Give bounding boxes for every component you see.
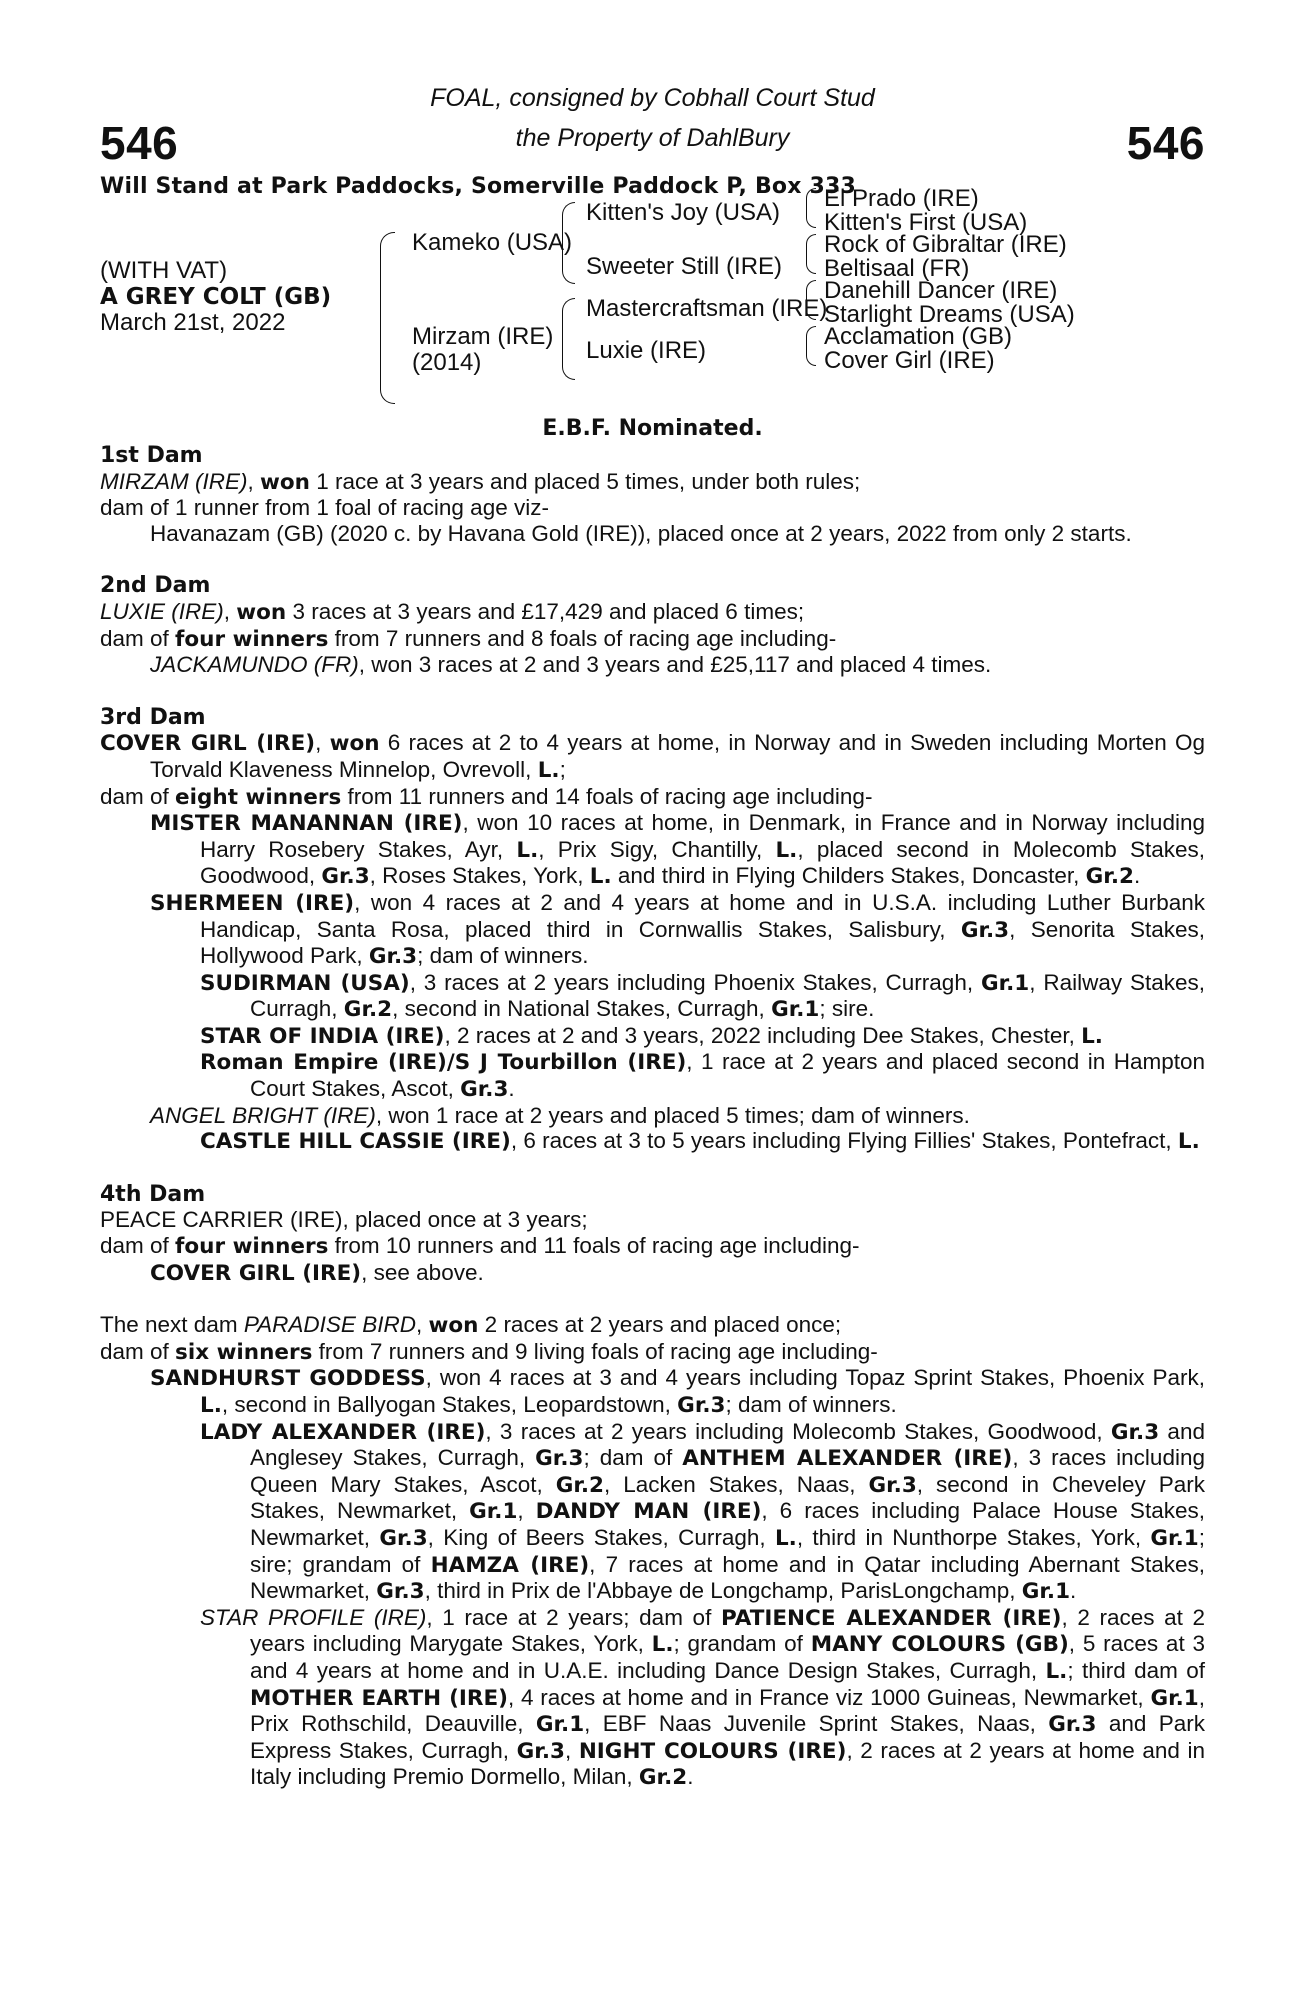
brace-ss <box>806 188 816 228</box>
grandproduce-entry: LADY ALEXANDER (IRE), 3 races at 2 years including Molecomb Stakes, Goodwood, Gr.3 and Anglesey Stakes, Curragh, Gr.3; dam of ANTHEM ALEXANDER (IRE), 3 races including Queen Mary Stakes, Ascot, Gr.2, Lacken Stakes, Naas, Gr.3, second in Cheveley Park Stakes, Newmarket, Gr.1, DANDY MAN (IRE), 6 races including Palace House Stakes, Newmarket, Gr.3, King of Beers Stakes, Curragh, L., third in Nunthorpe Stakes, York, Gr.1; sire; grandam of HAMZA (IRE), 7 races at home and in Qatar including Abernant Stakes, Newmarket, Gr.3, third in Prix de l'Abbaye de Longchamp, ParisLongchamp, Gr.1. <box>200 1418 1205 1605</box>
dam-dam: Luxie (IRE) <box>586 337 707 364</box>
vat-note: (WITH VAT) <box>100 257 228 284</box>
stand-location: Will Stand at Park Paddocks, Somerville Paddock P, Box 333 <box>100 174 857 199</box>
ggs-1: El Prado (IRE) <box>824 185 979 212</box>
section-heading: 2nd Dam <box>100 573 211 599</box>
produce-entry: MISTER MANANNAN (IRE), won 10 races at home, in Denmark, in France and in Norway including Harry Rosebery Stakes, Ayr, L., Prix Sigy, Chantilly, L., placed second in Molecomb Stakes, Goodwood, Gr.3, Roses Stakes, York, L. and third in Flying Childers Stakes, Doncaster, Gr.2. <box>150 810 1205 890</box>
consignor-line: FOAL, consigned by Cobhall Court Stud <box>430 84 875 112</box>
next-dam-section: The next dam PARADISE BIRD, won 2 races at 2 years and placed once; dam of six winners from 7 runners and 9 living foals of racing age including- SANDHURST GODDESS, won 4 races at 3 and 4 years including Topaz Sprint Stakes, Phoenix Park, L., second in Ballyogan Stakes, Leopardstown, Gr.3; dam of winners. LADY ALEXANDER (IRE), 3 races at 2 years including Molecomb Stakes, Goodwood, Gr.3 and Anglesey Stakes, Curragh, Gr.3; dam of ANTHEM ALEXANDER (IRE), 3 races including Queen Mary Stakes, Ascot, Gr.2, Lacken Stakes, Naas, Gr.3, second in Cheveley Park Stakes, Newmarket, Gr.1, DANDY MAN (IRE), 6 races including Palace House Stakes, Newmarket, Gr.3, King of Beers Stakes, Curragh, L., third in Nunthorpe Stakes, York, Gr.1; sire; grandam of HAMZA (IRE), 7 races at home and in Qatar including Abernant Stakes, Newmarket, Gr.3, third in Prix de l'Abbaye de Longchamp, ParisLongchamp, Gr.1. STAR PROFILE (IRE), 1 race at 2 years; dam of PATIENCE ALEXANDER (IRE), 2 races at 2 years including Marygate Stakes, York, L.; grandam of MANY COLOURS (GB), 5 races at 3 and 4 years at home and in U.A.E. including Dance Design Stakes, Curragh, L.; third dam of MOTHER EARTH (IRE), 4 races at home and in France viz 1000 Guineas, Newmarket, Gr.1, Prix Rothschild, Deauville, Gr.1, EBF Naas Juvenile Sprint Stakes, Naas, Gr.3 and Park Express Stakes, Curragh, Gr.3, NIGHT COLOURS (IRE), 2 races at 2 years at home and in Italy including Premio Dormello, Milan, Gr.2. <box>100 1312 1206 1791</box>
grandproduce-entry: STAR OF INDIA (IRE), 2 races at 2 and 3 years, 2022 including Dee Stakes, Chester, L. <box>200 1022 1103 1049</box>
sire-sire: Kitten's Joy (USA) <box>586 199 780 226</box>
ggs-4: Acclamation (GB) <box>824 323 1013 350</box>
ggd-2: Beltisaal (FR) <box>824 255 970 282</box>
produce-entry: SHERMEEN (IRE), won 4 races at 2 and 4 years at home and in U.S.A. including Luther Burbank Handicap, Santa Rosa, placed third in Cornwallis Stakes, Salisbury, Gr.3, Senorita Stakes, Hollywood Park, Gr.3; dam of winners. <box>150 889 1205 970</box>
subject-block <box>100 258 331 336</box>
third-dam-section: 3rd Dam COVER GIRL (IRE), won 6 races at 2 to 4 years at home, in Norway and in Sweden including Morten Og Torvald Klaveness Minnelop, Ovrevoll, L.; dam of eight winners from 11 runners and 14 foals of racing age including- MISTER MANANNAN (IRE), won 10 races at home, in Denmark, in France and in Norway including Harry Rosebery Stakes, Ayr, L., Prix Sigy, Chantilly, L., placed second in Molecomb Stakes, Goodwood, Gr.3, Roses Stakes, York, L. and third in Flying Childers Stakes, Doncaster, Gr.2. SHERMEEN (IRE), won 4 races at 2 and 4 years at home and in U.S.A. including Luther Burbank Handicap, Santa Rosa, placed third in Cornwallis Stakes, Salisbury, Gr.3, Senorita Stakes, Hollywood Park, Gr.3; dam of winners. SUDIRMAN (USA), 3 races at 2 years including Phoenix Stakes, Curragh, Gr.1, Railway Stakes, Curragh, Gr.2, second in National Stakes, Curragh, Gr.1; sire. STAR OF INDIA (IRE), 2 races at 2 and 3 years, 2022 including Dee Stakes, Chester, L. Roman Empire (IRE)/S J Tourbillon (IRE), 1 race at 2 years and placed second in Hampton Court Stakes, Ascot, Gr.3. ANGEL BRIGHT (IRE), won 1 race at 2 years and placed 5 times; dam of winners. CASTLE HILL CASSIE (IRE), 6 races at 3 to 5 years including Flying Fillies' Stakes, Pontefract, L. <box>100 704 1206 1155</box>
section-heading: 1st Dam <box>100 443 203 468</box>
produce-entry: Havanazam (GB) (2020 c. by Havana Gold (IRE)), placed once at 2 years, 2022 from only 2 starts. <box>150 520 1132 546</box>
ebf-nominated: E.B.F. Nominated. <box>542 416 763 441</box>
ggs-2: Rock of Gibraltar (IRE) <box>824 231 1067 258</box>
foaling-date: March 21st, 2022 <box>100 309 286 336</box>
grandproduce-entry: CASTLE HILL CASSIE (IRE), 6 races at 3 to 5 years including Flying Fillies' Stakes, Pontefract, L. <box>200 1128 1200 1155</box>
section-heading: 3rd Dam <box>100 704 206 730</box>
dam-sire: Mastercraftsman (IRE) <box>586 295 828 322</box>
produce-entry: SANDHURST GODDESS, won 4 races at 3 and 4 years including Topaz Sprint Stakes, Phoenix Park, L., second in Ballyogan Stakes, Leopardstown, Gr.3; dam of winners. <box>150 1365 1205 1418</box>
section-heading: 4th Dam <box>100 1181 206 1207</box>
produce-entry: ANGEL BRIGHT (IRE), won 1 race at 2 years and placed 5 times; dam of winners. <box>150 1102 970 1128</box>
brace-sd <box>806 234 816 274</box>
ggd-3: Starlight Dreams (USA) <box>824 301 1075 328</box>
ggd-1: Kitten's First (USA) <box>824 209 1028 236</box>
lot-number-left: 546 <box>100 117 179 169</box>
dam-year: (2014) <box>412 349 482 376</box>
fourth-dam-section: 4th Dam PEACE CARRIER (IRE), placed once at 3 years; dam of four winners from 10 runners and 11 foals of racing age including- COVER GIRL (IRE), see above. <box>100 1181 1205 1286</box>
ggs-3: Danehill Dancer (IRE) <box>824 277 1058 304</box>
property-line: the Property of DahlBury <box>515 124 790 152</box>
produce-entry: COVER GIRL (IRE), see above. <box>150 1259 484 1286</box>
grandproduce-entry: Roman Empire (IRE)/S J Tourbillon (IRE), 1 race at 2 years and placed second in Hampton Court Stakes, Ascot, Gr.3. <box>200 1049 1205 1103</box>
sire-dam: Sweeter Still (IRE) <box>586 253 783 280</box>
second-dam-section: 2nd Dam LUXIE (IRE), won 3 races at 3 years and £17,429 and placed 6 times; dam of four winners from 7 runners and 8 foals of racing age including- JACKAMUNDO (FR), won 3 races at 2 and 3 years and £25,117 and placed 4 times. <box>100 572 1205 677</box>
catalogue-page <box>100 82 1205 1791</box>
dam-name: MIRZAM (IRE) <box>100 468 248 494</box>
brace-dd <box>806 326 816 366</box>
brace-ds <box>806 280 816 320</box>
dam-name: Mirzam (IRE) <box>412 323 554 350</box>
first-dam-section: 1st Dam MIRZAM (IRE), won 1 race at 3 years and placed 5 times, under both rules; dam of 1 runner from 1 foal of racing age viz- Havanazam (GB) (2020 c. by Havana Gold (IRE)), placed once at 2 years, 2022 from only 2 starts. <box>100 442 1205 546</box>
dam-name: COVER GIRL (IRE) <box>100 731 316 757</box>
subject-name: A GREY COLT (GB) <box>100 284 332 310</box>
lot-number-right: 546 <box>1126 117 1205 169</box>
brace-gen1 <box>380 232 395 404</box>
produce-entry: JACKAMUNDO (FR), won 3 races at 2 and 3 years and £25,117 and placed 4 times. <box>150 652 992 678</box>
dam-name: PARADISE BIRD <box>243 1312 416 1338</box>
dam-name: LUXIE (IRE) <box>100 598 224 624</box>
brace-sire <box>562 202 575 284</box>
grandproduce-entry: STAR PROFILE (IRE), 1 race at 2 years; dam of PATIENCE ALEXANDER (IRE), 2 races at 2 years including Marygate Stakes, York, L.; grandam of MANY COLOURS (GB), 5 races at 3 and 4 years at home and in U.A.E. including Dance Design Stakes, Curragh, L.; third dam of MOTHER EARTH (IRE), 4 races at home and in France viz 1000 Guineas, Newmarket, Gr.1, Prix Rothschild, Deauville, Gr.1, EBF Naas Juvenile Sprint Stakes, Naas, Gr.3 and Park Express Stakes, Curragh, Gr.3, NIGHT COLOURS (IRE), 2 races at 2 years at home and in Italy including Premio Dormello, Milan, Gr.2. <box>200 1604 1206 1791</box>
grandproduce-entry: SUDIRMAN (USA), 3 races at 2 years including Phoenix Stakes, Curragh, Gr.1, Railway Stakes, Curragh, Gr.2, second in National Stakes, Curragh, Gr.1; sire. <box>200 969 1206 1023</box>
sire-name: Kameko (USA) <box>412 229 573 256</box>
brace-dam <box>562 298 575 380</box>
ggd-4: Cover Girl (IRE) <box>824 347 995 374</box>
